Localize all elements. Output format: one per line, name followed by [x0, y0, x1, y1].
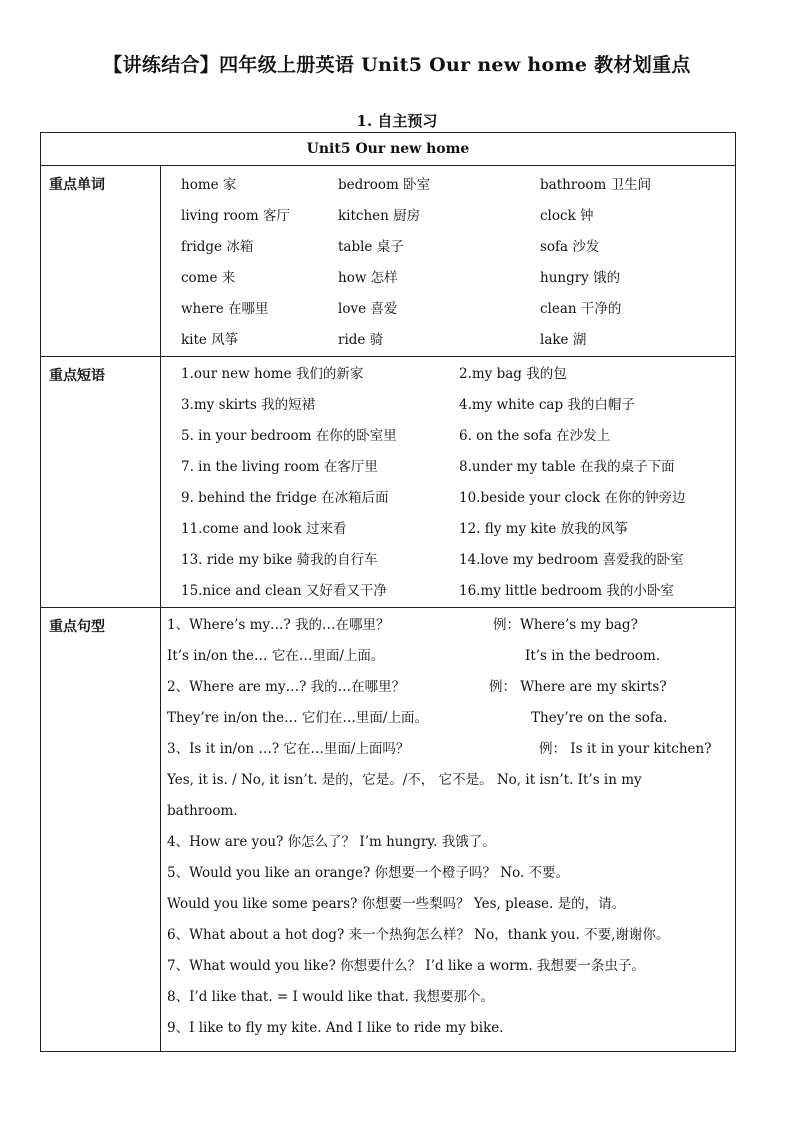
pattern-example: 例：Where’s my bag?	[493, 617, 638, 633]
phrase-item: 10.beside your clock 在你的钟旁边	[459, 490, 686, 506]
phrase-item: 9. behind the fridge 在冰箱后面	[181, 490, 389, 506]
table-header: Unit5 Our new home	[41, 133, 735, 166]
key-patterns-label: 重点句型	[41, 608, 161, 1051]
word-item: clean 干净的	[540, 301, 622, 317]
key-words-row	[41, 166, 735, 357]
phrase-item: 3.my skirts 我的短裙	[181, 397, 316, 413]
pattern-line	[167, 796, 727, 827]
pattern-line	[167, 765, 727, 796]
pattern-line	[167, 734, 727, 765]
word-item: come 来	[181, 270, 236, 286]
pattern-line	[167, 858, 727, 889]
word-item: where 在哪里	[181, 301, 269, 317]
word-item: kite 风筝	[181, 332, 239, 348]
phrase-item: 13. ride my bike 骑我的自行车	[181, 552, 378, 568]
word-line	[181, 201, 735, 232]
key-phrases-label: 重点短语	[41, 357, 161, 607]
phrase-item: 14.love my bedroom 喜爱我的卧室	[459, 552, 684, 568]
pattern-text: 2、Where are my…? 我的…在哪里？	[167, 679, 406, 695]
pattern-line	[167, 827, 727, 858]
key-phrases-row	[41, 357, 735, 608]
pattern-line	[167, 610, 727, 641]
pattern-text: 7、What would you like? 你想要什么？ I’d like a worm. 我想要一条虫子。	[167, 958, 645, 974]
word-item: clock 钟	[540, 208, 594, 224]
pattern-example: They’re on the sofa.	[531, 710, 668, 726]
pattern-line	[167, 672, 727, 703]
section-heading: 1. 自主预习	[356, 112, 438, 130]
phrase-line	[181, 359, 739, 390]
word-line	[181, 325, 735, 356]
key-phrases-content	[161, 357, 739, 607]
pattern-line	[167, 641, 727, 672]
word-item: sofa 沙发	[540, 239, 600, 255]
phrase-line	[181, 545, 739, 576]
word-line	[181, 232, 735, 263]
pattern-text: It’s in/on the… 它在…里面/上面。	[167, 648, 385, 664]
phrase-line	[181, 452, 739, 483]
pattern-line	[167, 982, 727, 1013]
phrase-line	[181, 421, 739, 452]
pattern-example: It’s in the bedroom.	[525, 648, 661, 664]
pattern-text: bathroom.	[167, 803, 238, 819]
key-patterns-content	[161, 608, 735, 1051]
phrase-item: 4.my white cap 我的白帽子	[459, 397, 635, 413]
word-item: bedroom 卧室	[338, 177, 431, 193]
word-line	[181, 294, 735, 325]
pattern-example: 例： Is it in your kitchen?	[539, 741, 712, 757]
pattern-example: 例： Where are my skirts?	[489, 679, 667, 695]
phrase-item: 2.my bag 我的包	[459, 366, 567, 382]
key-words-content	[161, 166, 735, 356]
phrase-item: 12. fly my kite 放我的风筝	[459, 521, 629, 537]
document-title: 【讲练结合】四年级上册英语 Unit5 Our new home 教材划重点	[103, 54, 691, 76]
phrase-item: 16.my little bedroom 我的小卧室	[459, 583, 674, 599]
study-table	[40, 132, 736, 1052]
key-patterns-row	[41, 608, 735, 1051]
word-item: home 家	[181, 177, 237, 193]
phrase-line	[181, 483, 739, 514]
word-item: living room 客厅	[181, 208, 291, 224]
pattern-text: 4、How are you? 你怎么了？ I’m hungry. 我饿了。	[167, 834, 496, 850]
word-line	[181, 263, 735, 294]
pattern-line	[167, 920, 727, 951]
phrase-item: 8.under my table 在我的桌子下面	[459, 459, 675, 475]
pattern-text: 1、Where’s my…? 我的…在哪里？	[167, 617, 390, 633]
word-item: fridge 冰箱	[181, 239, 254, 255]
phrase-item: 5. in your bedroom 在你的卧室里	[181, 428, 397, 444]
key-words-label: 重点单词	[41, 166, 161, 356]
phrase-line	[181, 390, 739, 421]
word-item: table 桌子	[338, 239, 404, 255]
phrase-line	[181, 514, 739, 545]
phrase-item: 1.our new home 我们的新家	[181, 366, 364, 382]
phrase-item: 11.come and look 过来看	[181, 521, 347, 537]
pattern-text: Yes, it is. / No, it isn’t. 是的，它是。/不， 它不是。 No, it isn’t. It’s in my	[167, 772, 642, 788]
pattern-text: 3、Is it in/on …? 它在…里面/上面吗？	[167, 741, 410, 757]
phrase-item: 15.nice and clean 又好看又干净	[181, 583, 387, 599]
pattern-text: 6、What about a hot dog? 来一个热狗怎么样？ No，thank you. 不要,谢谢你。	[167, 927, 670, 943]
phrase-line	[181, 576, 739, 607]
pattern-line	[167, 951, 727, 982]
pattern-text: Would you like some pears? 你想要一些梨吗？ Yes, please. 是的，请。	[167, 896, 626, 912]
word-item: lake 湖	[540, 332, 587, 348]
word-item: love 喜爱	[338, 301, 398, 317]
word-item: hungry 饿的	[540, 270, 621, 286]
pattern-line	[167, 1013, 727, 1044]
word-line	[181, 170, 735, 201]
word-item: kitchen 厨房	[338, 208, 421, 224]
word-item: ride 骑	[338, 332, 384, 348]
pattern-text: They’re in/on the… 它们在…里面/上面。	[167, 710, 428, 726]
pattern-line	[167, 889, 727, 920]
pattern-text: 9、I like to fly my kite. And I like to ride my bike.	[167, 1020, 504, 1036]
pattern-text: 5、Would you like an orange? 你想要一个橙子吗？ No. 不要。	[167, 865, 570, 881]
pattern-line	[167, 703, 727, 734]
word-item: bathroom 卫生间	[540, 177, 652, 193]
phrase-item: 7. in the living room 在客厅里	[181, 459, 378, 475]
pattern-text: 8、I’d like that. = I would like that. 我想要那个。	[167, 989, 495, 1005]
phrase-item: 6. on the sofa 在沙发上	[459, 428, 611, 444]
word-item: how 怎样	[338, 270, 398, 286]
